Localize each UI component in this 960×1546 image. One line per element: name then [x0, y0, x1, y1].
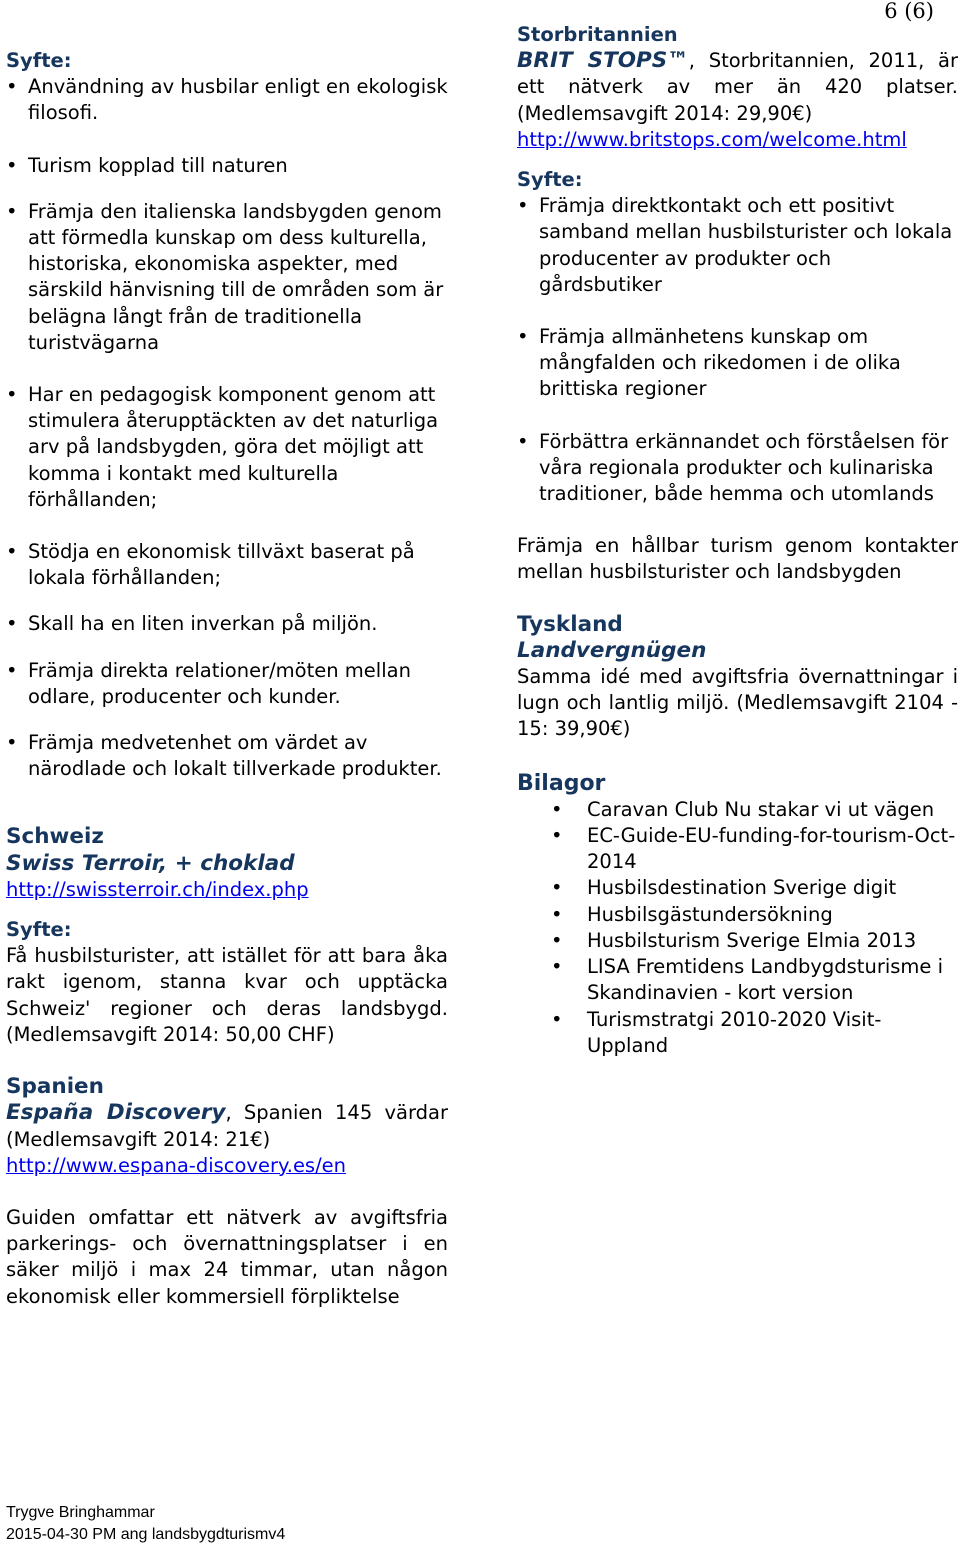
- schweiz-syfte-heading: Syfte:: [6, 918, 72, 942]
- list-item: • Skall ha en liten inverkan på miljön.: [6, 611, 448, 637]
- schweiz-link[interactable]: http://swissterroir.ch/index.php: [6, 877, 309, 901]
- attachment-item[interactable]: • EC-Guide-EU-funding-for-tourism-Oct-2014: [517, 823, 958, 875]
- storbritannien-section: [517, 22, 958, 586]
- syfte-list: [6, 74, 448, 782]
- list-item: • Främja allmänhetens kunskap om mångfalden och rikedomen i de olika brittiska regioner: [517, 324, 958, 403]
- attachment-item[interactable]: • Turismstratgi 2010-2020 Visit-Uppland: [517, 1007, 958, 1059]
- spanien-intro: [6, 1100, 448, 1152]
- spanien-text: Guiden omfattar ett nätverk av avgiftsfria parkerings- och övernattningsplatser i en säker miljö i max 24 timmar, utan någon ekonomisk eller kommersiell förpliktelse: [6, 1205, 448, 1308]
- list-item: • Främja medvetenhet om värdet av närodlade och lokalt tillverkade produkter.: [6, 730, 448, 782]
- tyskland-country: Tyskland: [517, 611, 623, 637]
- list-item: • Användning av husbilar enligt en ekologisk filosofi.: [6, 74, 448, 126]
- right-column: [517, 22, 958, 1059]
- schweiz-country: Schweiz: [6, 824, 104, 850]
- footer-doc: 2015-04-30 PM ang landsbygdturismv4: [6, 1526, 286, 1543]
- storbritannien-syfte-list: [517, 193, 958, 507]
- list-item: • Har en pedagogisk komponent genom att stimulera återupptäckten av det naturliga arv på landsbygden, göra det möjligt att komma i kontakt med kulturella förhållanden;: [6, 382, 448, 513]
- schweiz-section: [6, 824, 448, 1048]
- attachment-item[interactable]: • LISA Fremtidens Landbygdsturisme i Skandinavien - kort version: [517, 954, 958, 1006]
- attachment-item[interactable]: • Husbilsdestination Sverige digit: [517, 875, 958, 901]
- bilagor-heading: Bilagor: [517, 770, 606, 796]
- spanien-section: [6, 1074, 448, 1310]
- spanien-link[interactable]: http://www.espana-discovery.es/en: [6, 1153, 347, 1177]
- spanien-name: España Discovery: [6, 1100, 226, 1126]
- tyskland-name: Landvergnügen: [517, 637, 707, 663]
- storbritannien-link[interactable]: http://www.britstops.com/welcome.html: [517, 127, 907, 151]
- schweiz-name: Swiss Terroir, + choklad: [6, 850, 295, 876]
- list-item: • Turism kopplad till naturen: [6, 153, 448, 179]
- left-column: [6, 48, 448, 1310]
- tyskland-section: [517, 612, 958, 743]
- storbritannien-country: Storbritannien: [517, 23, 678, 46]
- attachment-item[interactable]: • Husbilsturism Sverige Elmia 2013: [517, 928, 958, 954]
- storbritannien-syfte-heading: Syfte:: [517, 168, 583, 192]
- schweiz-text: Få husbilsturister, att istället för att bara åka rakt igenom, stanna kvar och upptäcka Schweiz' regioner och deras landsbygd. (Medlemsavgift 2014: 50,00 CHF): [6, 944, 448, 1046]
- page-footer: [6, 1502, 285, 1546]
- storbritannien-name: BRIT STOPS™: [517, 48, 689, 74]
- spanien-country: Spanien: [6, 1074, 104, 1100]
- syfte-heading: Syfte:: [6, 49, 72, 72]
- attachment-item[interactable]: • Caravan Club Nu stakar vi ut vägen: [517, 797, 958, 823]
- bilagor-list: [517, 797, 958, 1059]
- spanien-after-name: , Spanien 145 värdar (Medlemsavgift 2014: 21€): [6, 1101, 448, 1151]
- list-item: • Förbättra erkännandet och förståelsen för våra regionala produkter och kulinariska traditioner, både hemma och utomlands: [517, 429, 958, 508]
- storbritannien-after-name: , Storbritannien, 2011, är ett nätverk av mer än 420 platser. (Medlemsavgift 2014: 29,90€): [517, 49, 959, 125]
- list-item: • Främja den italienska landsbygden genom att förmedla kunskap om dess kulturella, historiska, ekonomiska aspekter, med särskild hänvisning till de områden som är belägna långt från de traditionella turistvägarna: [6, 199, 448, 356]
- footer-author: Trygve Bringhammar: [6, 1504, 155, 1521]
- tyskland-text: Samma idé med avgiftsfria övernattningar i lugn och lantlig miljö. (Medlemsavgift 2104 - 15: 39,90€): [517, 665, 958, 741]
- attachment-item[interactable]: • Husbilsgästundersökning: [517, 902, 958, 928]
- list-item: • Främja direktkontakt och ett positivt samband mellan husbilsturister och lokala producenter av produkter och gårdsbutiker: [517, 193, 958, 298]
- storbritannien-intro: [517, 48, 958, 127]
- bilagor-section: [517, 771, 958, 1059]
- page-number: 6 (6): [884, 0, 934, 23]
- list-item: • Stödja en ekonomisk tillväxt baserat på lokala förhållanden;: [6, 539, 448, 591]
- list-item: • Främja direkta relationer/möten mellan odlare, producenter och kunder.: [6, 658, 448, 710]
- storbritannien-closing: Främja en hållbar turism genom kontakter mellan husbilsturister och landsbygden: [517, 534, 958, 584]
